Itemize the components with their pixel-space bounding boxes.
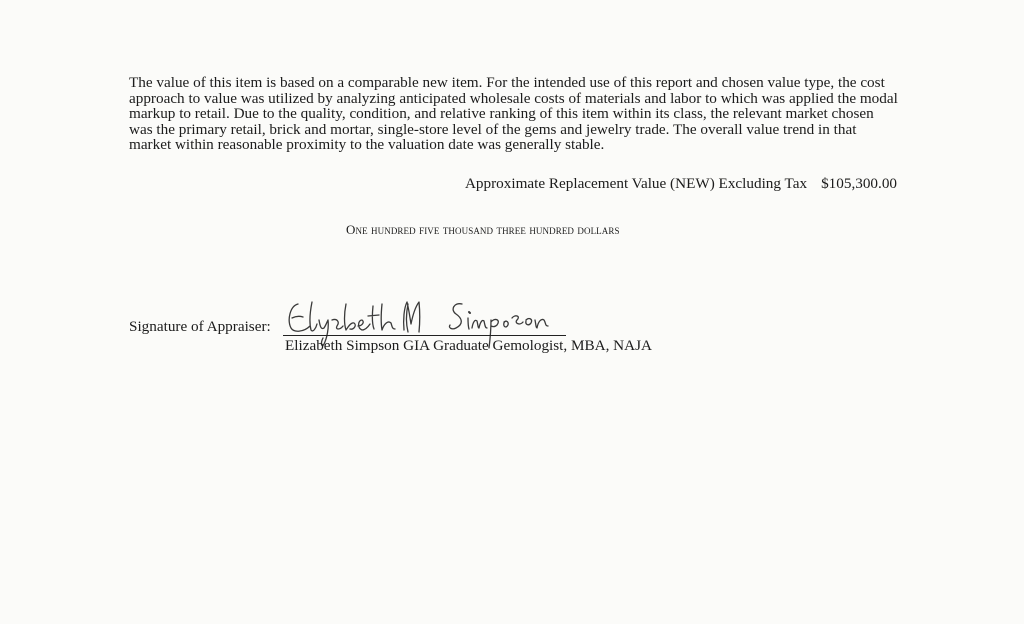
signature-label: Signature of Appraiser:	[129, 318, 271, 335]
valuation-method-paragraph: The value of this item is based on a comparable new item. For the intended use of this report and chosen value type, the cost approach to value was utilized by analyzing anticipated wholesale costs of materials and labor to which was applied the modal markup to retail. Due to the quality, condition, and relative ranking of this item within its class, the relevant market chosen was the primary retail, brick and mortar, single-store level of the gems and jewelry trade. The overall value trend in that market within reasonable proximity to the valuation date was generally stable.	[129, 74, 898, 154]
replacement-value-amount: $105,300.00	[821, 175, 897, 192]
value-in-words: One hundred five thousand three hundred dollars	[346, 222, 620, 237]
replacement-value-line	[465, 175, 897, 193]
replacement-value-label: Approximate Replacement Value (NEW) Excluding Tax	[464, 175, 808, 192]
signature-line	[283, 335, 566, 336]
appraiser-name-credentials: Elizabeth Simpson GIA Graduate Gemologist, MBA, NAJA	[285, 337, 652, 354]
